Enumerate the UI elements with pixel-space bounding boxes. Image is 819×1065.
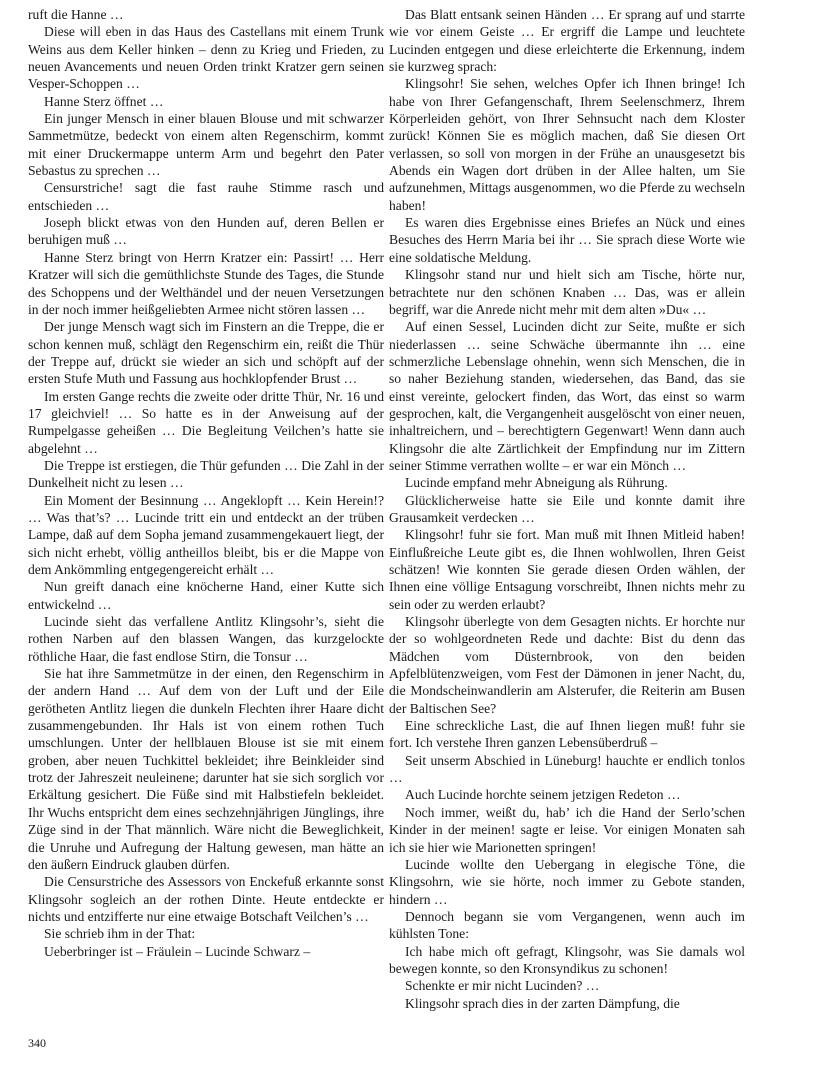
left-column xyxy=(28,6,384,960)
paragraph: Lucinde wollte den Uebergang in elegische Töne, die Klingsohrn, wie sie hörte, noch immer zu Gebote standen, hindern … xyxy=(389,856,745,907)
paragraph: Der junge Mensch wagt sich im Finstern an die Treppe, die er schon kennen muß, schlägt den Regenschirm ein, reißt die Thür der Treppe auf, drückt sie wieder an sich und schöpft auf der ersten Stufe Muth und Fassung aus hochklopfender Brust … xyxy=(28,319,384,387)
paragraph: Glücklicherweise hatte sie Eile und konnte damit ihre Grausamkeit verdecken … xyxy=(389,492,745,525)
page-number: 340 xyxy=(28,1036,46,1050)
paragraph: Hanne Sterz öffnet … xyxy=(44,93,164,109)
paragraph: Noch immer, weißt du, hab’ ich die Hand der Serlo’schen Kinder in der meinen! sagte er leise. Vor einigen Monaten sah ich sie hier wie Marionetten springen! xyxy=(389,804,745,855)
paragraph: Seit unserm Abschied in Lüneburg! hauchte er endlich tonlos … xyxy=(389,752,745,786)
paragraph: Das Blatt entsank seinen Händen … Er sprang auf und starrte wie vor einem Geiste … Er ergriff die Lampe und leuchtete Lucinden entgegen und diese erleichterte die Erkennung, indem sie kurzweg sprach: xyxy=(389,7,745,75)
paragraph: Sie hat ihre Sammetmütze in der einen, den Regenschirm in der andern Hand … Auf dem von der Luft und der Eile gerötheten Antlitz liegen die dunkeln Flechten ihrer Haare dicht zusammengebunden. Ihr Hals ist von einem rothen Tuch umschlungen. Unter der hellblauen Blouse ist sie mit einem groben, aber neuen Tuchkittel bekleidet; ihre Beinkleider sind trotz der Jahreszeit neuleinene; darunter hat sie sich sorglich vor Erkältung gesichert. Die Füße sind mit Halbstiefeln bekleidet. Ihr Wuchs entspricht dem eines sechzehnjährigen Jünglings, ihre Züge sind in der That männlich. Wäre nicht die Beweglichkeit, die Unruhe und Aufregung der Haltung gewesen, man hätte an den äußern Eindruck glauben dürfen. xyxy=(28,666,384,872)
paragraph: Klingsohr! fuhr sie fort. Man muß mit Ihnen Mitleid haben! Einflußreiche Leute gibt es, die Ihnen wohlwollen, Ihren Geist schätzen! Wie konnten Sie gerade diesen Orden wählen, der Ihnen eine völlige Entsagung vorschreibt, Ihnen nichts mehr zu sein oder zu werden erlaubt? xyxy=(389,527,745,612)
paragraph: Ueberbringer ist – Fräulein – Lucinde Schwarz – xyxy=(44,943,311,959)
paragraph: Auf einen Sessel, Lucinden dicht zur Seite, mußte er sich niederlassen … seine Schwäche übermannte ihn … eine schmerzliche Lebenslage ohnehin, wenn sich Menschen, die in so naher Beziehung standen, wiedersehen, das Band, das sie einst vereinte, gelockert finden, das Wort, das einst so warm gesprochen, kalt, die Vergangenheit ausgelöscht von einer neuen, inhaltreichern, und – berechtigtern Gegenwart! Wenn dann auch Klingsohr die alte Zärtlichkeit der Empfindung nur im Zittern seiner Stimme verrathen wollte – er war ein Mönch … xyxy=(389,319,745,473)
paragraph: Klingsohr! Sie sehen, welches Opfer ich Ihnen bringe! Ich habe von Ihrer Gefangenschaft, Ihrem Seelenschmerz, Ihrem Körperleiden gehört, von Ihrer Sehnsucht nach dem Kloster zurück! Können Sie es möglich machen, daß Sie diesen Ort verlassen, so soll von morgen in der Frühe an unausgesetzt bis Abends ein Wagen dort drüben in der Allee halten, um Sie aufzunehmen, Mittags ausgenommen, wo die Pferde zu wechseln haben! xyxy=(389,76,745,213)
paragraph: Ein junger Mensch in einer blauen Blouse und mit schwarzer Sammetmütze, bedeckt von einem alten Regenschirm, kommt mit einer Druckermappe unterm Arm und begehrt den Pater Sebastus zu sprechen … xyxy=(28,111,384,179)
paragraph: ruft die Hanne … xyxy=(28,7,124,22)
paragraph: Schenkte er mir nicht Lucinden? … xyxy=(405,978,600,994)
paragraph: Klingsohr stand nur und hielt sich am Tische, hörte nur, betrachtete nur den schönen Knaben … Das, was er allein begriff, war die Anrede nicht mehr mit dem alten »Du« … xyxy=(389,267,745,317)
paragraph: Lucinde sieht das verfallene Antlitz Klingsohr’s, sieht die rothen Narben auf den blassen Wangen, das kurzgelockte röthliche Haar, die fast endlose Stirn, die Tonsur … xyxy=(28,614,384,664)
paragraph: Es waren dies Ergebnisse eines Briefes an Nück und eines Besuches des Herrn Maria bei ihr … Sie sprach diese Worte wie eine soldatische Meldung. xyxy=(389,215,745,265)
paragraph: Die Treppe ist erstiegen, die Thür gefunden … Die Zahl in der Dunkelheit nicht zu lesen … xyxy=(28,457,384,491)
paragraph: Im ersten Gange rechts die zweite oder dritte Thür, Nr. 16 und 17 gleichviel! … So hatte es in der Anweisung auf der Rumpelgasse geheißen … Die Begleitung Veilchen’s hatte sie abgelehnt … xyxy=(28,388,384,456)
paragraph: Sie schrieb ihm in der That: xyxy=(44,926,196,942)
paragraph: Ein Moment der Besinnung … Angeklopft … Kein Herein!? … Was that’s? … Lucinde tritt ein und entdeckt an der trüben Lampe, daß auf dem Sopha jemand zusammengekauert liegt, der sich nicht erhebt, völlig antheillos bleibt, bis er die Mappe von dem Ankömmling entgegengereicht erhält … xyxy=(28,492,384,577)
right-column xyxy=(389,6,745,1012)
paragraph: Die Censurstriche des Assessors von Enckefuß erkannte sonst Klingsohr sogleich an der rothen Dinte. Heute entdeckte er nichts und entzifferte nur eine etwaige Botschaft Veilchen’s … xyxy=(28,874,384,924)
paragraph: Hanne Sterz bringt von Herrn Kratzer ein: Passirt! … Herr Kratzer will sich die gemüthlichste Stunde des Tages, die Stunde des Schoppens und der Welthändel und der neuen Versetzungen in der noch immer heißgeliebten Armee nicht stören lassen … xyxy=(28,249,384,317)
paragraph: Nun greift danach eine knöcherne Hand, einer Kutte sich entwickelnd … xyxy=(28,579,384,612)
paragraph: Auch Lucinde horchte seinem jetzigen Redeton … xyxy=(405,787,681,803)
paragraph: Censurstriche! sagt die fast rauhe Stimme rasch und entschieden … xyxy=(28,180,384,213)
paragraph: Ich habe mich oft gefragt, Klingsohr, was Sie damals wol bewegen konnte, so den Kronsyndikus zu schonen! xyxy=(389,943,745,976)
paragraph: Klingsohr überlegte von dem Gesagten nichts. Er horchte nur der so wohlgeordneten Rede und dachte: Bist du denn das Mädchen vom Düsternbrook, von den beiden Apfelblütenzweigen, vom Fest der Dämonen in jener Nacht, du, die Mondscheinwandlerin am Alsterufer, die Reiterin am Busen der Baltischen See? xyxy=(389,614,745,716)
paragraph: Joseph blickt etwas von den Hunden auf, deren Bellen er beruhigen muß … xyxy=(28,215,384,248)
paragraph: Dennoch begann sie vom Vergangenen, wenn auch im kühlsten Tone: xyxy=(389,908,745,942)
paragraph: Klingsohr sprach dies in der zarten Dämpfung, die xyxy=(405,995,680,1011)
paragraph: Diese will eben in das Haus des Castellans mit einem Trunk Weins aus dem Keller hinken – denn zu Krieg und Frieden, zu neuen Avancements und neuen Orden trinkt Kratzer gern seinen Vesper-Schoppen … xyxy=(28,24,384,92)
paragraph: Eine schreckliche Last, die auf Ihnen liegen muß! fuhr sie fort. Ich verstehe Ihren ganzen Lebensüberdruß – xyxy=(389,718,745,751)
paragraph: Lucinde empfand mehr Abneigung als Rührung. xyxy=(405,475,668,491)
